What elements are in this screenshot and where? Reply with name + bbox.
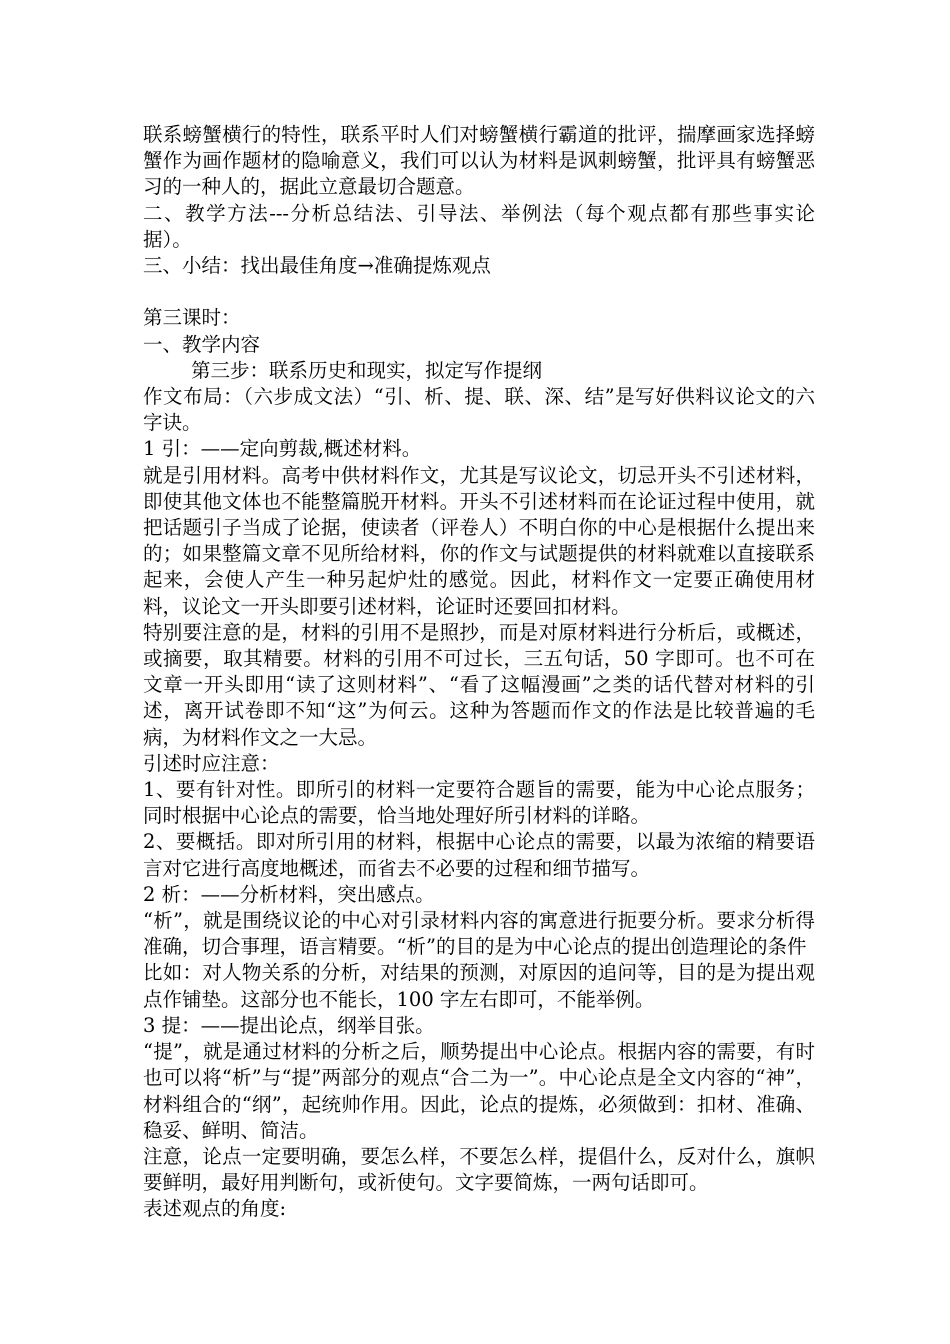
paragraph-note-concise: 2、要概括。即对所引用的材料，根据中心论点的需要，以最为浓缩的精要语言对它进行高度地概述，而省去不必要的过程和细节描写。 <box>143 830 815 880</box>
heading-step-three: 第三步：联系历史和现实，拟定写作提纲 <box>191 358 543 382</box>
heading-third-lesson: 第三课时： <box>143 306 241 330</box>
paragraph-xi-example: 比如：对人物关系的分析，对结果的预测，对原因的追问等，目的是为提出观点作铺垫。这部分也不能长，100 字左右即可，不能举例。 <box>143 961 815 1011</box>
heading-step-yin: 1 引：——定向剪裁,概述材料。 <box>143 437 422 461</box>
paragraph-ti-attention: 注意，论点一定要明确，要怎么样，不要怎么样，提倡什么，反对什么，旗帜要鲜明，最好用判断句，或祈使句。文字要简炼，一两句话即可。 <box>143 1144 815 1195</box>
document-body <box>143 122 815 1223</box>
heading-step-xi: 2 析：——分析材料，突出感点。 <box>143 882 435 906</box>
heading-viewpoint-angles: 表述观点的角度: <box>143 1197 287 1221</box>
heading-step-ti: 3 提：——提出论点，纲举目张。 <box>143 1013 435 1037</box>
paragraph-essay-layout: 作文布局：（六步成文法）“引、析、提、联、深、结”是写好供料议论文的六字诀。 <box>143 385 815 435</box>
paragraph-yin-attention: 特别要注意的是，材料的引用不是照抄，而是对原材料进行分析后，或概述，或摘要，取其精要。材料的引用不可过长，三五句话，50 字即可。也不可在文章一开头即用“读了这则材料”、“看了这幅漫画”之类的话代替对材料的引述，离开试卷即不知“这”为何云。这种为答题而作文的作法是比较普遍的毛病，为材料作文之一大忌。 <box>143 620 815 749</box>
heading-citation-notes: 引述时应注意： <box>143 751 280 775</box>
paragraph-note-targeted: 1、要有针对性。即所引的材料一定要符合题旨的需要，能为中心论点服务；同时根据中心论点的需要，恰当地处理好所引材料的详略。 <box>143 778 815 828</box>
paragraph-summary: 三、小结：找出最佳角度→准确提炼观点 <box>143 254 491 278</box>
paragraph-teaching-method: 二、教学方法---分析总结法、引导法、举例法（每个观点都有那些事实论据）。 <box>143 201 815 251</box>
paragraph-yin-explanation: 就是引用材料。高考中供材料作文，尤其是写议论文，切忌开头不引述材料，即使其他文体也不能整篇脱开材料。开头不引述材料而在论证过程中使用，就把话题引子当成了论据，使读者（评卷人）不明白你的中心是根据什么提出来的；如果整篇文章不见所给材料，你的作文与试题提供的材料就难以直接联系起来，会使人产生一种另起炉灶的感觉。因此，材料作文一定要正确使用材料，议论文一开头即要引述材料，论证时还要回扣材料。 <box>143 463 815 618</box>
paragraph-ti-explanation: “提”，就是通过材料的分析之后，顺势提出中心论点。根据内容的需要，有时也可以将“析”与“提”两部分的观点“合二为一”。中心论点是全文内容的“神”，材料组合的“纲”，起统帅作用。因此，论点的提炼，必须做到：扣材、准确、稳妥、鲜明、简洁。 <box>143 1040 815 1142</box>
heading-teaching-content: 一、教学内容 <box>143 332 261 356</box>
paragraph-xi-explanation: “析”，就是围绕议论的中心对引录材料内容的寓意进行扼要分析。要求分析得准确，切合事理，语言精要。“析”的目的是为中心论点的提出创造理论的条件 <box>143 909 815 959</box>
blank-line <box>143 279 815 305</box>
paragraph-crab-analysis: 联系螃蟹横行的特性，联系平时人们对螃蟹横行霸道的批评，揣摩画家选择螃蟹作为画作题材的隐喻意义，我们可以认为材料是讽刺螃蟹，批评具有螃蟹恶习的一种人的，据此立意最切合题意。 <box>143 123 815 199</box>
